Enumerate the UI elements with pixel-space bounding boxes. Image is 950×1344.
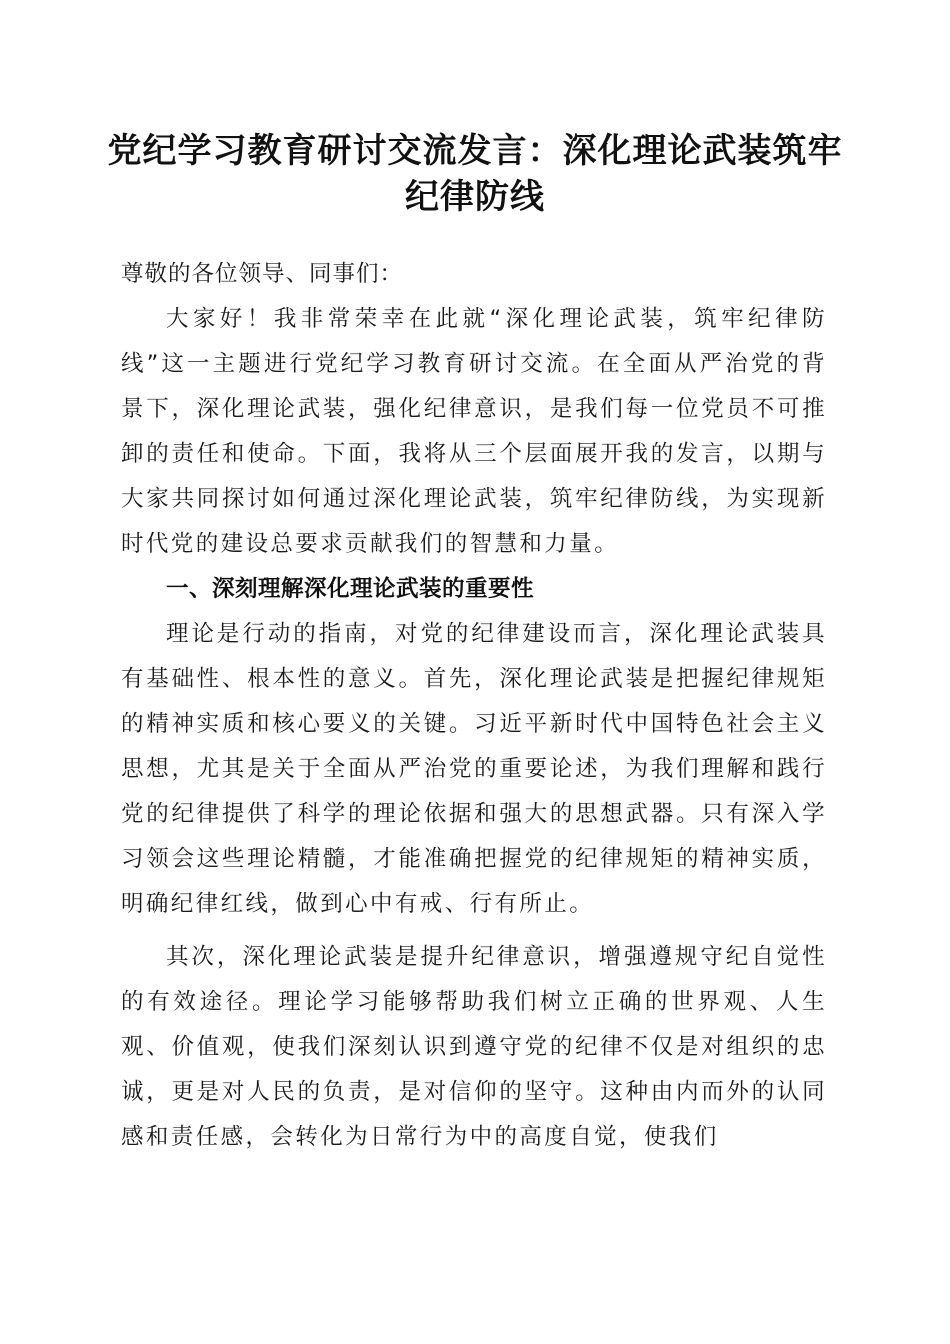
section1-paragraph-1: 理论是行动的指南，对党的纪律建设而言，深化理论武装具有基础性、根本性的意义。首先，深化理论武装是把握纪律规矩的精神实质和核心要义的关键。习近平新时代中国特色社会主义思想，尤其是关于全面从严治党的重要论述，为我们理解和践行党的纪律提供了科学的理论依据和强大的思想武器。只有深入学习领会这些理论精髓，才能准确把握党的纪律规矩的精神实质，明确纪律红线，做到心中有戒、行有所止。: [121, 621, 827, 917]
section-heading-1: 一、深刻理解深化理论武装的重要性: [166, 576, 535, 602]
intro-paragraph: 大家好！我非常荣幸在此就“深化理论武装，筑牢纪律防线”这一主题进行党纪学习教育研讨交流。在全面从严治党的背景下，深化理论武装，强化纪律意识，是我们每一位党员不可推卸的责任和使命。下面，我将从三个层面展开我的发言，以期与大家共同探讨如何通过深化理论武装，筑牢纪律防线，为实现新时代党的建设总要求贡献我们的智慧和力量。: [121, 306, 827, 557]
section1-paragraph-2: 其次，深化理论武装是提升纪律意识，增强遵规守纪自觉性的有效途径。理论学习能够帮助我们树立正确的世界观、人生观、价值观，使我们深刻认识到遵守党的纪律不仅是对组织的忠诚，更是对人民的负责，是对信仰的坚守。这种由内而外的认同感和责任感，会转化为日常行为中的高度自觉，使我们: [121, 944, 827, 1150]
document-title: 党纪学习教育研讨交流发言：深化理论武装筑牢纪律防线: [107, 131, 843, 217]
document-body: [121, 252, 827, 1160]
salutation: 尊敬的各位领导、同事们：: [121, 261, 404, 287]
